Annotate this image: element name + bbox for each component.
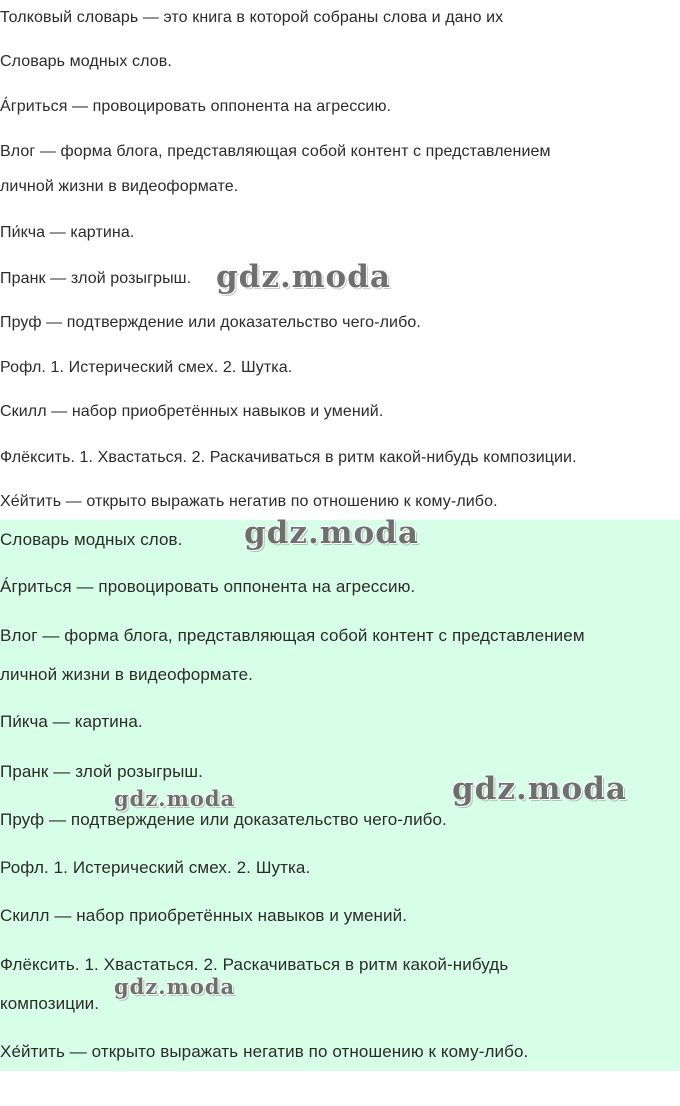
text-line: Толковый словарь — это книга в которой собраны слова и дано их bbox=[0, 9, 504, 26]
text-line: Пи́кча — картина. bbox=[0, 712, 143, 731]
text-line: Скилл — набор приобретённых навыков и умений. bbox=[0, 403, 384, 420]
text-line: композиции. bbox=[0, 994, 100, 1013]
text-line: Скилл — набор приобретённых навыков и умений. bbox=[0, 906, 408, 925]
text-line: Флёксить. 1. Хвастаться. 2. Раскачиваться в ритм какой-нибудь bbox=[0, 955, 509, 974]
text-line: А́гриться — провоцировать оппонента на агрессию. bbox=[0, 98, 392, 115]
text-line: личной жизни в видеоформате. bbox=[0, 665, 253, 684]
text-line: Словарь модных слов. bbox=[0, 53, 172, 70]
text-line: Пи́кча — картина. bbox=[0, 224, 135, 241]
text-line: Влог — форма блога, представляющая собой контент с представлением bbox=[0, 626, 585, 645]
text-line: личной жизни в видеоформате. bbox=[0, 178, 239, 195]
text-line: Рофл. 1. Истерический смех. 2. Шутка. bbox=[0, 858, 311, 877]
watermark: gdz.moda bbox=[114, 974, 236, 999]
text-line: Хе́йтить — открыто выражать негатив по отношению к кому-либо. bbox=[0, 493, 498, 510]
text-line: Рофл. 1. Истерический смех. 2. Шутка. bbox=[0, 359, 293, 376]
watermark: gdz.moda bbox=[452, 771, 627, 807]
watermark: gdz.moda bbox=[244, 515, 419, 551]
text-line: Пранк — злой розыгрыш. bbox=[0, 270, 192, 287]
text-line: Пруф — подтверждение или доказательство чего-либо. bbox=[0, 810, 447, 829]
text-line: Хе́йтить — открыто выражать негатив по отношению к кому-либо. bbox=[0, 1042, 529, 1061]
text-line: Пруф — подтверждение или доказательство чего-либо. bbox=[0, 314, 421, 331]
text-line: Словарь модных слов. bbox=[0, 530, 183, 549]
text-line: Пранк — злой розыгрыш. bbox=[0, 762, 203, 781]
text-line: Флёксить. 1. Хвастаться. 2. Раскачиваться в ритм какой-нибудь композиции. bbox=[0, 449, 577, 466]
text-line: Влог — форма блога, представляющая собой контент с представлением bbox=[0, 143, 551, 160]
text-line: А́гриться — провоцировать оппонента на агрессию. bbox=[0, 577, 416, 596]
watermark: gdz.moda bbox=[114, 786, 236, 811]
watermark: gdz.moda bbox=[216, 259, 391, 295]
